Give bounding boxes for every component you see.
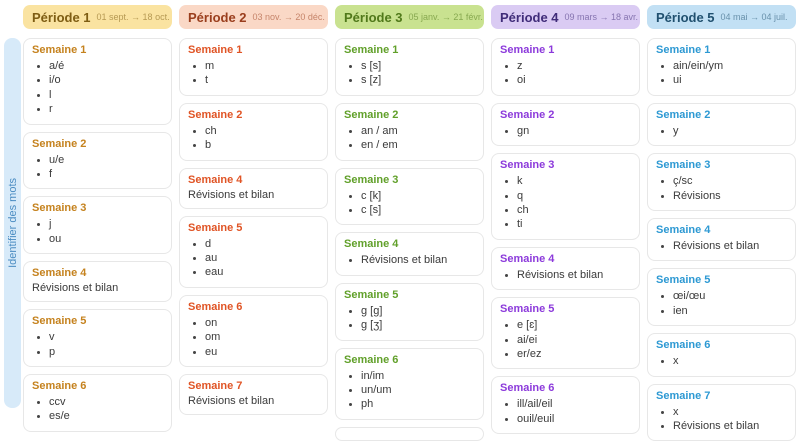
phoneme-list (32, 218, 163, 245)
week-card[interactable] (491, 247, 640, 290)
period-header (23, 5, 172, 29)
period-header (647, 5, 796, 29)
phoneme-item: • k (517, 175, 631, 187)
phoneme-item: • b (205, 139, 319, 151)
week-card[interactable] (335, 38, 484, 96)
phoneme-item: • om (205, 331, 319, 343)
period-title: Période 3 (344, 9, 403, 25)
phoneme-item: • eu (205, 346, 319, 358)
phoneme-list (344, 190, 475, 217)
phoneme-item: • Révisions et bilan (673, 420, 787, 432)
week-note: Révisions et bilan (188, 188, 275, 201)
week-title: Semaine 6 (32, 380, 87, 393)
week-card[interactable] (23, 309, 172, 367)
week-title: Semaine 5 (344, 288, 399, 301)
phoneme-item: • ou (49, 233, 163, 245)
phoneme-list (656, 240, 787, 252)
phoneme-item: • œi/œu (673, 290, 787, 302)
week-card[interactable] (491, 103, 640, 146)
phoneme-list (344, 370, 475, 411)
period-dates: 05 janv. → 21 févr. (408, 12, 483, 22)
week-note: Révisions et bilan (188, 395, 275, 408)
week-card[interactable] (179, 374, 328, 415)
week-card[interactable] (23, 196, 172, 254)
week-title: Semaine 4 (32, 267, 87, 280)
phoneme-item: • gn (517, 125, 631, 137)
week-title: Semaine 1 (656, 44, 711, 56)
week-card[interactable] (335, 103, 484, 161)
phoneme-item: • c [s] (361, 204, 475, 216)
week-title: Semaine 6 (188, 300, 243, 313)
week-title: Semaine 3 (32, 202, 87, 215)
phoneme-item: • q (517, 190, 631, 202)
phoneme-item: • f (49, 168, 163, 180)
phoneme-list (188, 60, 319, 87)
week-card[interactable] (647, 103, 796, 146)
phoneme-item: • ccv (49, 396, 163, 408)
week-title: Semaine 4 (344, 238, 399, 251)
period-dates: 09 mars → 18 avr. (564, 12, 639, 22)
period-dates: 03 nov. → 20 déc. (252, 12, 325, 22)
phoneme-list (500, 175, 631, 231)
phoneme-item: • Révisions (673, 190, 787, 202)
week-card-partial[interactable] (335, 427, 484, 441)
period-column (335, 5, 484, 448)
week-title: Semaine 2 (188, 108, 243, 121)
week-title: Semaine 6 (344, 353, 399, 366)
period-column (23, 5, 172, 439)
phoneme-item: • ien (673, 305, 787, 317)
phoneme-item: • eau (205, 266, 319, 278)
phoneme-item: • in/im (361, 370, 475, 382)
phoneme-item: • au (205, 252, 319, 264)
phoneme-list (344, 305, 475, 332)
week-title: Semaine 1 (344, 44, 399, 56)
week-title: Semaine 4 (188, 173, 243, 186)
phoneme-item: • v (49, 331, 163, 343)
week-note: Révisions et bilan (32, 282, 119, 295)
phoneme-item: • on (205, 317, 319, 329)
phoneme-list (32, 60, 163, 116)
phoneme-list (656, 290, 787, 317)
week-card[interactable] (179, 168, 328, 209)
week-title: Semaine 2 (344, 108, 399, 121)
week-cards (179, 38, 328, 415)
phoneme-item: • er/ez (517, 348, 631, 360)
period-title: Période 1 (32, 9, 91, 25)
period-title: Période 4 (500, 9, 559, 25)
week-title: Semaine 1 (32, 44, 87, 56)
week-card[interactable] (647, 268, 796, 326)
week-title: Semaine 3 (500, 159, 555, 172)
week-title: Semaine 2 (32, 137, 87, 150)
period-dates: 04 mai → 04 juil. (720, 12, 788, 22)
phoneme-item: • an / am (361, 125, 475, 137)
phoneme-list (344, 254, 475, 266)
phoneme-item: • z (517, 60, 631, 72)
week-title: Semaine 1 (188, 44, 243, 56)
phoneme-item: • m (205, 60, 319, 72)
period-dates: 01 sept. → 18 oct. (96, 12, 170, 22)
strand-sidebar (4, 38, 21, 408)
week-card[interactable] (647, 218, 796, 261)
phoneme-item: • p (49, 346, 163, 358)
week-card[interactable] (647, 153, 796, 211)
week-title: Semaine 2 (500, 108, 555, 121)
week-card[interactable] (491, 297, 640, 369)
week-card[interactable] (179, 103, 328, 161)
phoneme-list (500, 60, 631, 87)
week-title: Semaine 7 (188, 380, 243, 393)
period-header (179, 5, 328, 29)
phoneme-list (188, 317, 319, 358)
phoneme-item: • d (205, 238, 319, 250)
phoneme-list (500, 398, 631, 425)
period-header (335, 5, 484, 29)
phoneme-item: • i/o (49, 74, 163, 86)
phoneme-item: • oi (517, 74, 631, 86)
phoneme-list (656, 406, 787, 433)
week-title: Semaine 5 (500, 303, 555, 316)
phoneme-item: • en / em (361, 139, 475, 151)
phoneme-item: • ch (517, 204, 631, 216)
phoneme-item: • t (205, 74, 319, 86)
week-card[interactable] (491, 153, 640, 240)
period-column (647, 5, 796, 448)
phoneme-list (500, 125, 631, 137)
period-header (491, 5, 640, 29)
phoneme-item: • r (49, 103, 163, 115)
phoneme-item: • e [ɛ] (517, 319, 631, 331)
phoneme-item: • un/um (361, 384, 475, 396)
phoneme-item: • ui (673, 74, 787, 86)
period-title: Période 2 (188, 9, 247, 25)
phoneme-list (188, 125, 319, 152)
phoneme-item: • ill/ail/eil (517, 398, 631, 410)
phoneme-item: • ch (205, 125, 319, 137)
week-title: Semaine 4 (656, 224, 711, 237)
week-card[interactable] (335, 283, 484, 341)
period-column (179, 5, 328, 422)
phoneme-item: • g [g] (361, 305, 475, 317)
phoneme-list (344, 60, 475, 87)
phoneme-list (500, 319, 631, 360)
phoneme-list (500, 269, 631, 281)
strand-label: Identifier des mots (6, 178, 19, 268)
week-card[interactable] (23, 132, 172, 190)
phoneme-item: • ain/ein/ym (673, 60, 787, 72)
phoneme-item: • Révisions et bilan (517, 269, 631, 281)
phoneme-item: • j (49, 218, 163, 230)
phoneme-item: • ti (517, 218, 631, 230)
phoneme-item: • x (673, 355, 787, 367)
week-card[interactable] (179, 38, 328, 96)
phoneme-list (188, 238, 319, 279)
phoneme-list (656, 125, 787, 137)
phoneme-item: • ouil/euil (517, 413, 631, 425)
phoneme-item: • ai/ei (517, 334, 631, 346)
week-title: Semaine 3 (656, 159, 711, 172)
week-card[interactable] (335, 348, 484, 420)
period-column (491, 5, 640, 441)
phoneme-item: • c [k] (361, 190, 475, 202)
phoneme-item: • x (673, 406, 787, 418)
week-title: Semaine 2 (656, 108, 711, 121)
week-card[interactable] (491, 38, 640, 96)
week-title: Semaine 1 (500, 44, 555, 56)
week-cards (491, 38, 640, 434)
week-card[interactable] (647, 333, 796, 376)
week-card[interactable] (179, 216, 328, 288)
phoneme-item: • g [ʒ] (361, 319, 475, 331)
phoneme-item: • y (673, 125, 787, 137)
week-card[interactable] (23, 261, 172, 302)
phoneme-list (656, 355, 787, 367)
week-card[interactable] (179, 295, 328, 367)
phoneme-item: • s [s] (361, 60, 475, 72)
phoneme-item: • ph (361, 398, 475, 410)
phoneme-list (32, 396, 163, 423)
phoneme-item: • es/e (49, 410, 163, 422)
week-title: Semaine 6 (656, 339, 711, 352)
period-columns (23, 5, 796, 448)
week-card[interactable] (335, 232, 484, 275)
week-card[interactable] (23, 374, 172, 432)
week-title: Semaine 5 (656, 274, 711, 287)
week-cards (335, 38, 484, 441)
week-cards (647, 38, 796, 441)
week-title: Semaine 5 (188, 221, 243, 234)
period-title: Période 5 (656, 9, 715, 25)
week-title: Semaine 7 (656, 389, 711, 402)
week-card[interactable] (23, 38, 172, 125)
phoneme-list (656, 175, 787, 202)
phoneme-item: • ç/sc (673, 175, 787, 187)
week-card[interactable] (647, 38, 796, 96)
week-card[interactable] (491, 376, 640, 434)
week-title: Semaine 5 (32, 315, 87, 328)
phoneme-list (32, 154, 163, 181)
phoneme-list (656, 60, 787, 87)
week-title: Semaine 4 (500, 252, 555, 265)
phoneme-item: • a/é (49, 60, 163, 72)
week-title: Semaine 6 (500, 382, 555, 395)
phoneme-item: • s [z] (361, 74, 475, 86)
phoneme-item: • u/e (49, 154, 163, 166)
phoneme-item: • Révisions et bilan (361, 254, 475, 266)
phoneme-item: • Révisions et bilan (673, 240, 787, 252)
phoneme-list (344, 125, 475, 152)
week-cards (23, 38, 172, 432)
phoneme-list (32, 331, 163, 358)
week-card[interactable] (335, 168, 484, 226)
week-title: Semaine 3 (344, 173, 399, 186)
week-card[interactable] (647, 384, 796, 442)
phoneme-item: • l (49, 89, 163, 101)
